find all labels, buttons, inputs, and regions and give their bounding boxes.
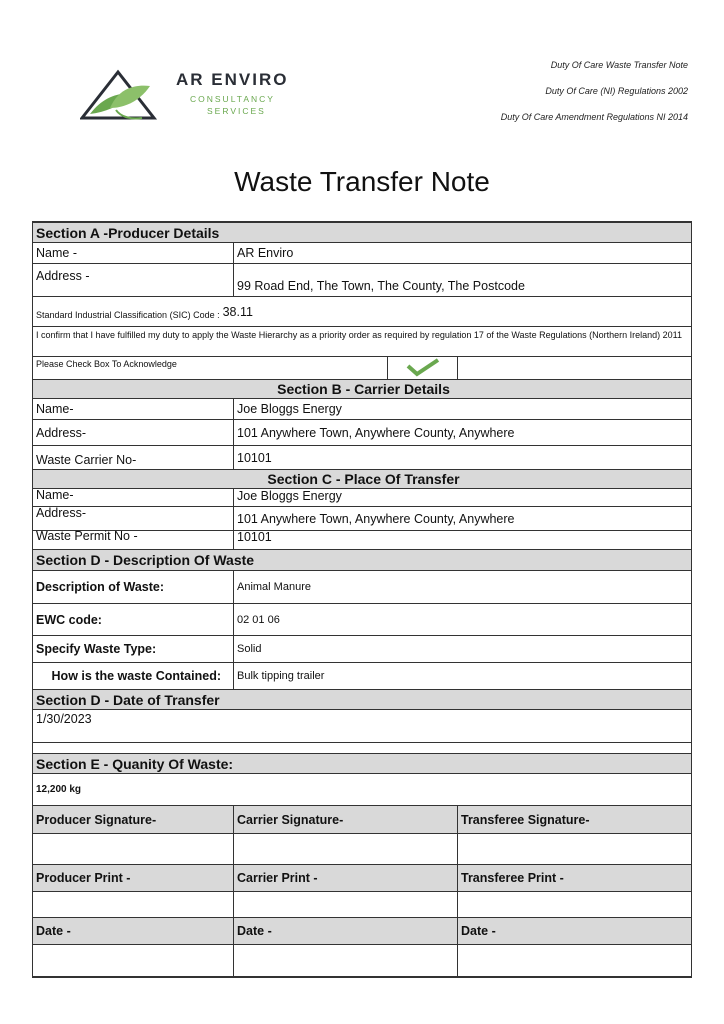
acknowledge-checkbox[interactable]	[388, 357, 458, 379]
regulations-block	[501, 58, 688, 136]
description-label: Description of Waste:	[33, 571, 234, 603]
carrier-signature-field[interactable]	[234, 834, 458, 864]
logo-name: AR ENVIRO	[176, 70, 289, 89]
spacer-row	[33, 743, 691, 754]
producer-address-row	[33, 264, 691, 297]
signature-field-row	[33, 834, 691, 865]
carrier-signature-label: Carrier Signature-	[234, 806, 458, 833]
place-address-row	[33, 507, 691, 531]
logo-subtitle-1: CONSULTANCY	[190, 94, 275, 104]
carrier-address-row	[33, 420, 691, 446]
permit-row	[33, 531, 691, 550]
signature-header-row	[33, 806, 691, 834]
producer-signature-label: Producer Signature-	[33, 806, 234, 833]
transferee-print-label: Transferee Print -	[461, 871, 564, 885]
section-c-header: Section C - Place Of Transfer	[33, 470, 691, 489]
regulation-line: Duty Of Care (NI) Regulations 2002	[545, 86, 688, 96]
quantity-row	[33, 774, 691, 806]
producer-date-field[interactable]	[33, 945, 234, 976]
logo-mark-icon	[80, 68, 160, 124]
transferee-print-field[interactable]	[458, 892, 691, 917]
date-field-row	[33, 945, 691, 978]
checkmark-icon	[404, 358, 442, 378]
section-e-header: Section E - Quanity Of Waste:	[33, 754, 691, 774]
carrier-name-label: Name-	[33, 399, 234, 419]
place-address-field[interactable]: 101 Anywhere Town, Anywhere County, Anywhere	[237, 511, 515, 526]
section-a-header: Section A -Producer Details	[33, 221, 691, 243]
company-logo	[80, 68, 320, 124]
carrier-name-row	[33, 399, 691, 420]
ewc-row	[33, 604, 691, 636]
transfer-form	[32, 221, 692, 978]
transferee-signature-label: Transferee Signature-	[461, 812, 590, 827]
waste-type-label: Specify Waste Type:	[33, 636, 234, 662]
producer-print-label: Producer Print -	[33, 865, 234, 891]
permit-label: Waste Permit No -	[33, 531, 234, 549]
place-address-label: Address-	[33, 507, 234, 530]
permit-field[interactable]: 10101	[237, 530, 272, 544]
producer-address-field[interactable]: 99 Road End, The Town, The County, The Postcode	[237, 279, 525, 293]
producer-address-label: Address -	[33, 264, 234, 296]
carrier-number-label: Waste Carrier No-	[33, 446, 234, 469]
carrier-date-field[interactable]	[234, 945, 458, 976]
section-date-header: Section D - Date of Transfer	[33, 690, 691, 710]
page-title: Waste Transfer Note	[234, 166, 490, 197]
containment-label: How is the waste Contained:	[33, 663, 234, 689]
producer-print-field[interactable]	[33, 892, 234, 917]
section-d-header: Section D - Description Of Waste	[33, 550, 691, 571]
regulation-line: Duty Of Care Amendment Regulations NI 2014	[500, 112, 688, 122]
description-field[interactable]: Animal Manure	[237, 581, 311, 593]
sic-row	[33, 297, 691, 327]
place-name-label: Name-	[33, 489, 234, 506]
regulation-line: Duty Of Care Waste Transfer Note	[550, 60, 688, 70]
print-header-row	[33, 865, 691, 892]
waste-type-row	[33, 636, 691, 663]
place-name-field[interactable]: Joe Bloggs Energy	[237, 489, 342, 503]
carrier-address-field[interactable]: 101 Anywhere Town, Anywhere County, Anywhere	[237, 425, 515, 440]
sic-field[interactable]: 38.11	[222, 304, 253, 319]
transfer-date-field[interactable]: 1/30/2023	[36, 712, 92, 726]
ewc-label: EWC code:	[33, 604, 234, 635]
carrier-number-row	[33, 446, 691, 470]
print-field-row	[33, 892, 691, 918]
carrier-number-field[interactable]: 10101	[237, 450, 272, 465]
transferee-signature-field[interactable]	[458, 834, 691, 864]
date-header-row	[33, 918, 691, 945]
acknowledge-row	[33, 357, 691, 380]
section-b-header: Section B - Carrier Details	[33, 380, 691, 399]
waste-type-field[interactable]: Solid	[237, 643, 262, 655]
sic-label: Standard Industrial Classification (SIC) Code :	[36, 309, 220, 320]
acknowledge-label: Please Check Box To Acknowledge	[33, 357, 388, 379]
carrier-print-label: Carrier Print -	[234, 865, 458, 891]
carrier-date-label: Date -	[234, 918, 458, 944]
place-name-row	[33, 489, 691, 507]
transferee-date-label: Date -	[461, 924, 496, 938]
transfer-date-row	[33, 710, 691, 743]
producer-name-label: Name -	[33, 243, 234, 263]
logo-subtitle-2: SERVICES	[207, 106, 266, 116]
ewc-field[interactable]: 02 01 06	[237, 613, 280, 626]
carrier-name-field[interactable]: Joe Bloggs Energy	[237, 402, 342, 416]
containment-field[interactable]: Bulk tipping trailer	[237, 670, 325, 682]
containment-row	[33, 663, 691, 690]
carrier-print-field[interactable]	[234, 892, 458, 917]
quantity-field[interactable]: 12,200 kg	[36, 784, 82, 795]
producer-name-row	[33, 243, 691, 264]
transferee-date-field[interactable]	[458, 945, 691, 976]
producer-date-label: Date -	[33, 918, 234, 944]
confirm-row	[33, 327, 691, 357]
acknowledge-empty-cell	[458, 357, 691, 379]
producer-signature-field[interactable]	[33, 834, 234, 864]
confirm-text: I confirm that I have fulfilled my duty to apply the Waste Hierarchy as a priority order as required by regulation 17 of the Waste Regulations (Northern Ireland) 2011	[36, 330, 682, 340]
description-row	[33, 571, 691, 604]
producer-name-field[interactable]: AR Enviro	[237, 246, 294, 260]
carrier-address-label: Address-	[33, 420, 234, 445]
